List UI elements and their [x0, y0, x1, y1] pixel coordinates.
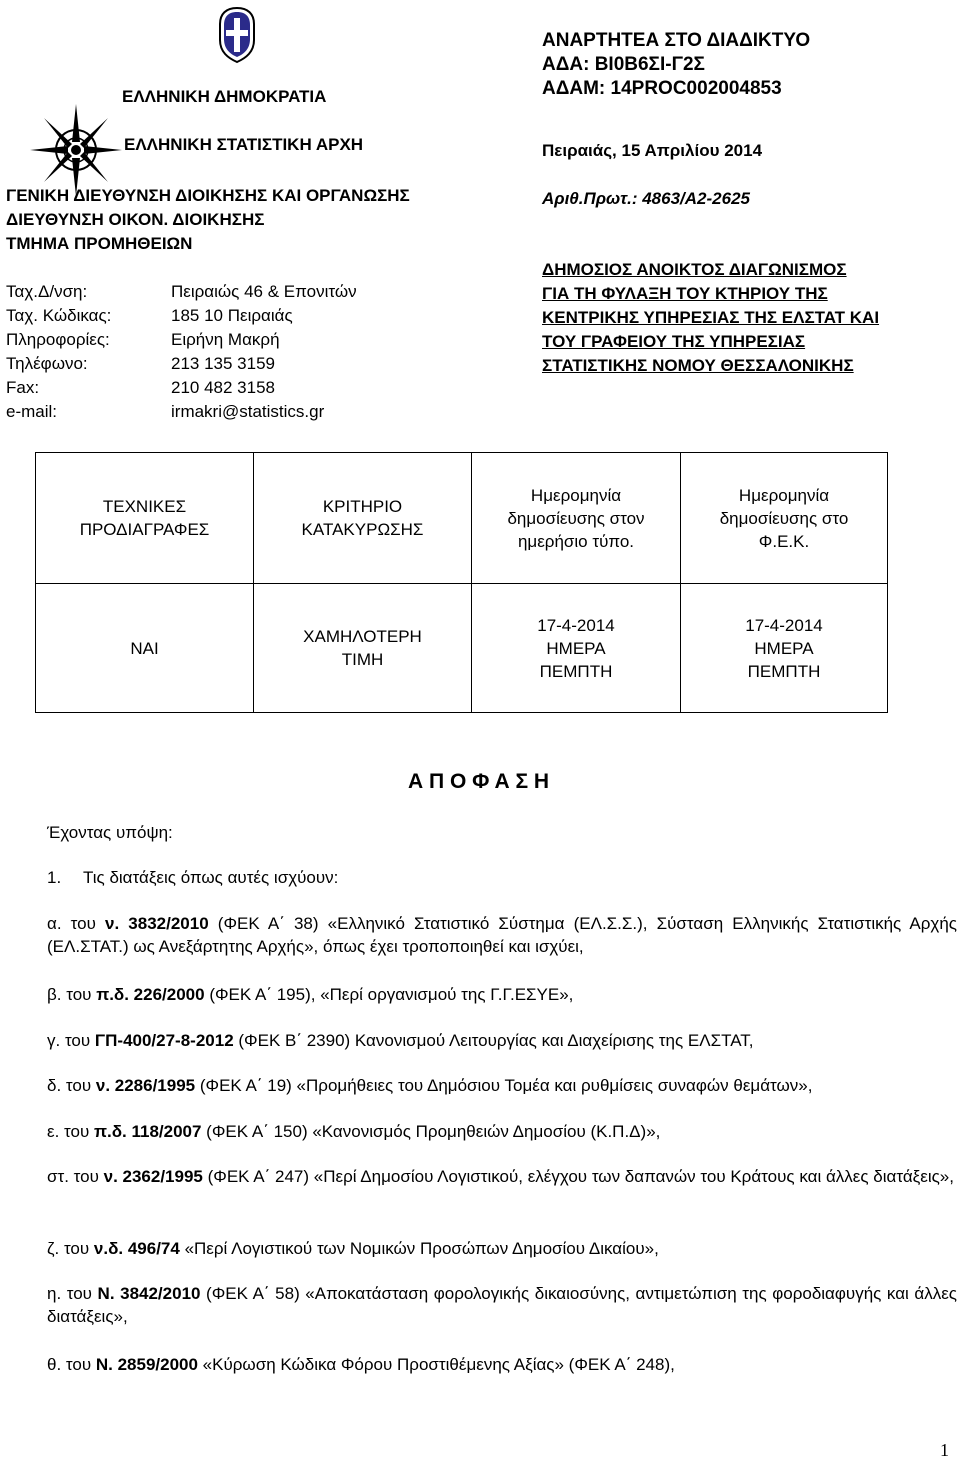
law-prefix: γ. του — [47, 1031, 95, 1050]
cell-line: ΤΕΧΝΙΚΕΣ — [102, 497, 187, 516]
subject-line: ΚΕΝΤΡΙΚΗΣ ΥΠΗΡΕΣΙΑΣ ΤΗΣ ΕΛΣΤΑΤ ΚΑΙ — [542, 308, 880, 327]
page-number: 1 — [940, 1440, 949, 1460]
contact-value: 210 482 3158 — [171, 378, 275, 397]
item-number: 1. — [47, 868, 62, 887]
law-ref: Ν. 2859/2000 — [95, 1355, 198, 1374]
law-ref: π.δ. 226/2000 — [96, 985, 205, 1004]
contact-value: irmakri@statistics.gr — [171, 402, 325, 421]
cell-line: δημοσίευσης στον — [507, 508, 645, 528]
adam-code: ΑΔΑΜ: 14PROC002004853 — [542, 78, 782, 99]
contact-value: 213 135 3159 — [171, 354, 275, 373]
law-item — [47, 1165, 957, 1188]
cell-line: δημοσίευσης στο — [719, 508, 849, 528]
cell-line: 17-4-2014 — [745, 615, 823, 635]
law-ref: ν. 2286/1995 — [95, 1076, 196, 1095]
law-item — [47, 1029, 957, 1052]
ada-code: ΑΔΑ: ΒΙ0Β6ΣΙ-Γ2Σ — [542, 54, 705, 75]
contact-value: Πειραιώς 46 & Επονιτών — [171, 282, 357, 301]
table-cell — [254, 584, 472, 713]
place-date: Πειραιάς, 15 Απριλίου 2014 — [542, 141, 763, 160]
contact-label: Τηλέφωνο: — [6, 354, 88, 373]
cell-line: ΗΜΕΡΑ — [754, 638, 814, 658]
contact-label: e-mail: — [6, 402, 58, 421]
law-desc: «Κύρωση Κώδικα Φόρου Προστιθέμενης Αξίας» (ΦΕΚ Α΄ 248), — [197, 1355, 675, 1374]
law-ref: Ν. 3842/2010 — [97, 1284, 201, 1303]
law-prefix: η. του — [47, 1284, 98, 1303]
law-desc: «Περί Λογιστικού των Νομικών Προσώπων Δημοσίου Δικαίου», — [179, 1239, 659, 1258]
authority-name: ΕΛΛΗΝΙΚΗ ΣΤΑΤΙΣΤΙΚΗ ΑΡΧΗ — [124, 135, 364, 154]
table-cell — [472, 584, 681, 713]
law-ref: ν. 2362/1995 — [103, 1167, 203, 1186]
subject-line: ΔΗΜΟΣΙΟΣ ΑΝΟΙΚΤΟΣ ΔΙΑΓΩΝΙΣΜΟΣ — [542, 260, 847, 279]
law-desc: (ΦΕΚ Β΄ 2390) Κανονισμού Λειτουργίας και Διαχείρισης της ΕΛΣΤΑΤ, — [233, 1031, 754, 1050]
cell-line: 17-4-2014 — [537, 615, 615, 635]
cell-line: ΧΑΜΗΛΟΤΕΡΗ — [303, 627, 422, 646]
law-item — [47, 1282, 957, 1328]
cell-line: ΠΕΜΠΤΗ — [747, 661, 821, 681]
directorate-name: ΓΕΝΙΚΗ ΔΙΕΥΘΥΝΣΗ ΔΙΟΙΚΗΣΗΣ ΚΑΙ ΟΡΓΑΝΩΣΗΣ — [6, 186, 410, 205]
department-name: ΤΜΗΜΑ ΠΡΟΜΗΘΕΙΩΝ — [6, 234, 193, 253]
law-prefix: θ. του — [47, 1355, 96, 1374]
law-item — [47, 1074, 957, 1097]
law-item — [47, 1237, 957, 1260]
post-online-note: ΑΝΑΡΤΗΤΕΑ ΣΤΟ ΔΙΑΔΙΚΤΥΟ — [542, 30, 811, 51]
table-header-cell — [681, 453, 888, 584]
tender-info-table — [35, 452, 888, 713]
subject-line: ΓΙΑ ΤΗ ΦΥΛΑΞΗ ΤΟΥ ΚΤΗΡΙΟΥ ΤΗΣ — [542, 284, 828, 303]
subject-line: ΣΤΑΤΙΣΤΙΚΗΣ ΝΟΜΟΥ ΘΕΣΣΑΛΟΝΙΚΗΣ — [542, 356, 854, 375]
contact-label: Ταχ. Κώδικας: — [6, 306, 112, 325]
law-prefix: α. του — [47, 914, 106, 933]
contact-value: Ειρήνη Μακρή — [171, 330, 280, 349]
law-item — [47, 1120, 957, 1143]
law-desc: (ΦΕΚ Α΄ 58) «Αποκατάσταση φορολογικής δικαιοσύνης, αντιμετώπιση της φοροδιαφυγής και άλλες διατάξεις», — [47, 1284, 957, 1326]
law-desc: (ΦΕΚ Α΄ 19) «Προμήθειες του Δημόσιου Τομέα και ρυθμίσεις συναφών θεμάτων», — [195, 1076, 813, 1095]
cell-line: ΚΑΤΑΚΥΡΩΣΗΣ — [301, 520, 424, 539]
table-row — [36, 584, 888, 713]
contact-value: 185 10 Πειραιάς — [171, 306, 293, 325]
country-name: ΕΛΛΗΝΙΚΗ ΔΗΜΟΚΡΑΤΙΑ — [122, 87, 327, 106]
law-desc: (ΦΕΚ Α΄ 150) «Κανονισμός Προμηθειών Δημοσίου (Κ.Π.Δ)», — [201, 1122, 661, 1141]
table-header-cell — [254, 453, 472, 584]
law-ref: ν. 3832/2010 — [105, 914, 209, 933]
protocol-number: Αριθ.Πρωτ.: 4863/Α2-2625 — [542, 189, 750, 208]
law-ref: ΓΠ-400/27-8-2012 — [94, 1031, 234, 1050]
law-desc: (ΦΕΚ Α΄ 38) «Ελληνικό Στατιστικό Σύστημα (ΕΛ.Σ.Σ.), Σύσταση Ελληνικής Στατιστικής Αρχής (ΕΛ.ΣΤΑΤ.) ως Ανεξάρτητης Αρχής», όπως έχει τροποποιηθεί και ισχύει, — [47, 914, 957, 956]
law-ref: ν.δ. 496/74 — [93, 1239, 180, 1258]
item-text: Τις διατάξεις όπως αυτές ισχύουν: — [83, 868, 339, 887]
contact-label: Ταχ.Δ/νση: — [6, 282, 88, 301]
law-item — [47, 1353, 957, 1376]
subject-block — [542, 258, 879, 378]
cell-line: ΚΡΙΤΗΡΙΟ — [322, 497, 403, 516]
law-prefix: β. του — [47, 985, 97, 1004]
division-name: ΔΙΕΥΘΥΝΣΗ ΟΙΚΟΝ. ΔΙΟΙΚΗΣΗΣ — [6, 210, 265, 229]
cell-line: Ημερομηνία — [530, 485, 622, 505]
law-prefix: στ. του — [47, 1167, 104, 1186]
table-cell — [36, 584, 254, 713]
subject-line: ΤΟΥ ΓΡΑΦΕΙΟΥ ΤΗΣ ΥΠΗΡΕΣΙΑΣ — [542, 332, 806, 351]
cell-line: Ημερομηνία — [738, 485, 830, 505]
law-prefix: ε. του — [47, 1122, 94, 1141]
cell-line: Φ.Ε.Κ. — [758, 531, 810, 551]
law-item — [47, 983, 957, 1006]
table-header-cell — [472, 453, 681, 584]
cell-line: ΠΡΟΔΙΑΓΡΑΦΕΣ — [79, 520, 210, 539]
table-cell — [681, 584, 888, 713]
law-desc: (ΦΕΚ Α΄ 195), «Περί οργανισμού της Γ.Γ.ΕΣΥΕ», — [204, 985, 574, 1004]
decision-title: Α Π Ο Φ Α Σ Η — [408, 770, 550, 793]
contact-label: Πληροφορίες: — [6, 330, 110, 349]
having-regard-label: Έχοντας υπόψη: — [47, 823, 173, 842]
cell-line: ΤΙΜΗ — [341, 650, 384, 669]
law-prefix: ζ. του — [47, 1239, 94, 1258]
law-item — [47, 912, 957, 958]
cell-line: ΗΜΕΡΑ — [546, 638, 606, 658]
elstat-star-logo-icon — [30, 104, 122, 196]
greek-coat-of-arms-icon — [216, 6, 258, 64]
table-header-row — [36, 453, 888, 584]
cell-line: ΝΑΙ — [130, 638, 159, 658]
law-ref: π.δ. 118/2007 — [93, 1122, 202, 1141]
table-header-cell — [36, 453, 254, 584]
cell-line: ημερήσιο τύπο. — [517, 531, 635, 551]
cell-line: ΠΕΜΠΤΗ — [539, 661, 613, 681]
law-prefix: δ. του — [47, 1076, 96, 1095]
law-desc: (ΦΕΚ Α΄ 247) «Περί Δημοσίου Λογιστικού, ελέγχου των δαπανών του Κράτους και άλλες διατάξεις», — [202, 1167, 954, 1186]
contact-label: Fax: — [6, 378, 40, 397]
